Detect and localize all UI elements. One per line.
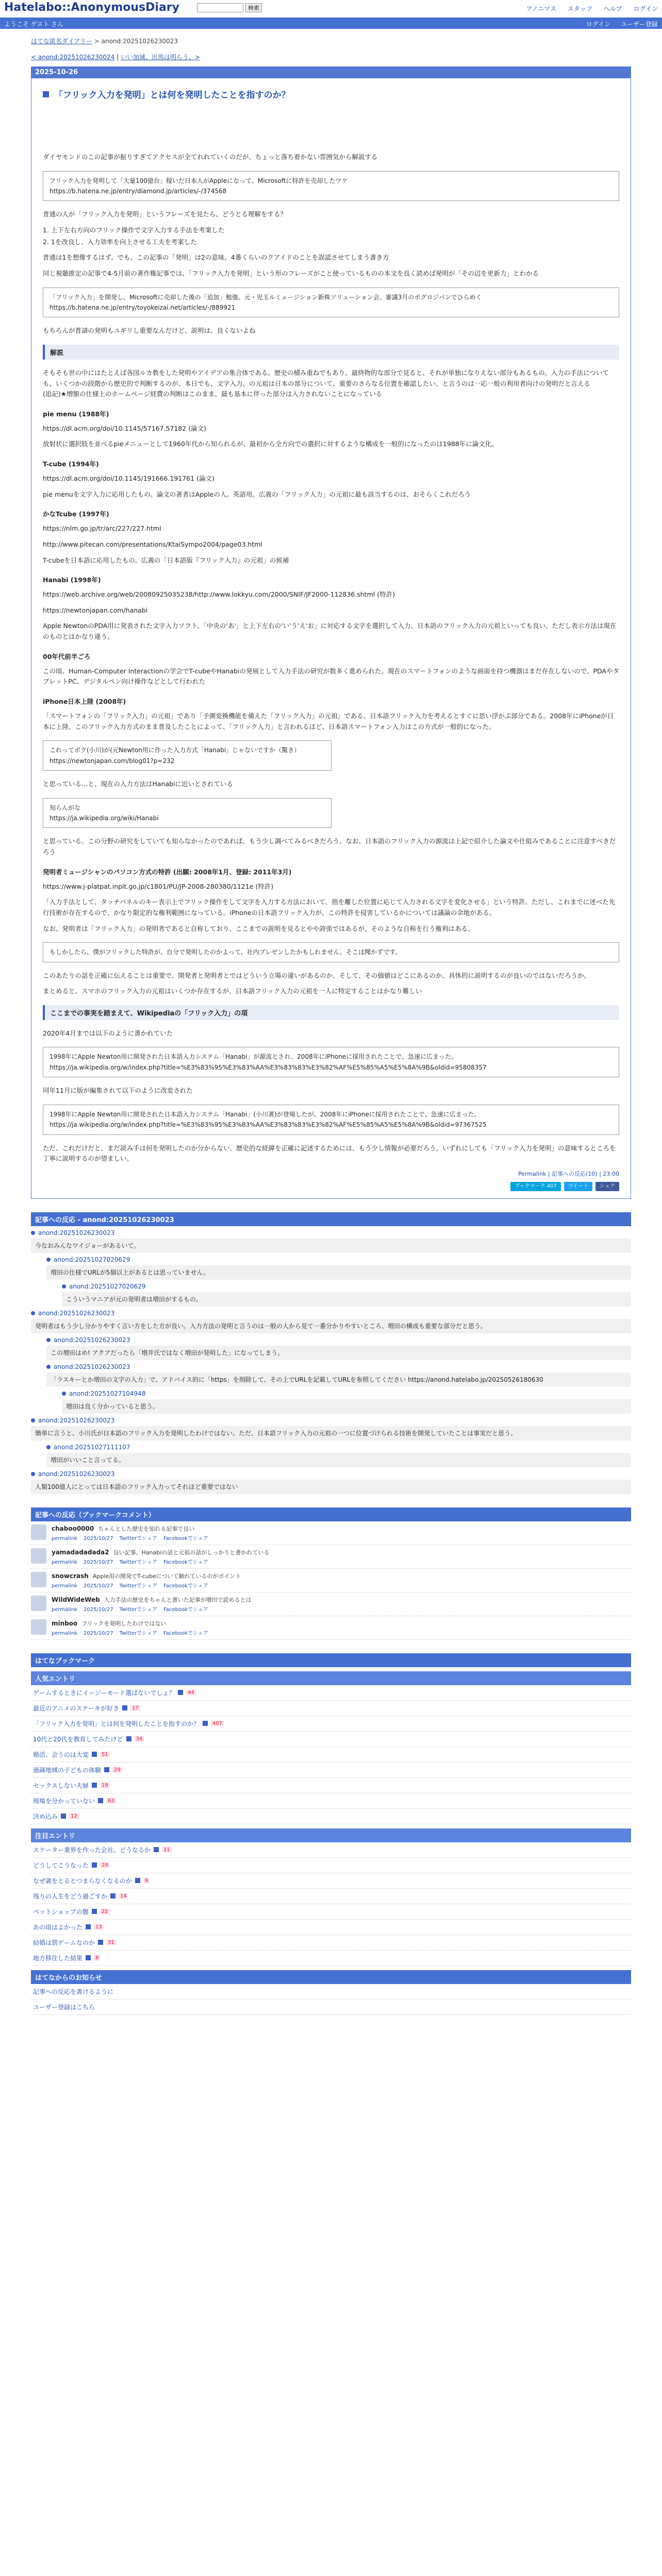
paragraph: 普通は1を想像するはず。でも、この記事の「発明」は2の意味。4番くらいのクアイドのことを誤認させてしまう書き方 (43, 253, 389, 262)
entry-footer (43, 1170, 619, 1178)
bookmark-icon (86, 1924, 91, 1929)
bookmark-meta-link[interactable]: Facebookでシェア (163, 1583, 208, 1589)
bookmark-count[interactable]: 17 (130, 1705, 140, 1711)
ranking-item[interactable] (31, 1732, 631, 1747)
subheading: T-cube (1994年) (43, 460, 99, 468)
link-text[interactable]: https://dl.acm.org/doi/10.1145/57167.57182 (論文) (43, 424, 206, 432)
paragraph: 普通の人が「フリック入力を発明」というフレーズを見たら、どうとる理解をする？ (43, 210, 287, 218)
comment-text: 発明者はもう少し分かりやすく言い方をした方が良い。入力方法の発明と言うのは一般の人から見て一番分かりやすいところ、増田の構成も重要な部分だと思う。 (31, 1319, 631, 1333)
bookmark-icon (154, 1847, 159, 1852)
welcome-text: ようこそ ゲスト さん (4, 21, 64, 28)
ranking-heading: 人気エントリ (31, 1671, 631, 1685)
bookmark-meta-link[interactable]: 2025/10/27 (84, 1583, 113, 1589)
top-link-help[interactable]: ヘルプ (603, 5, 622, 12)
ranking-item[interactable] (31, 1809, 631, 1824)
bookmark-meta-link[interactable]: 2025/10/27 (84, 1535, 113, 1541)
comments-block (31, 1212, 631, 1494)
bookmark-icon (92, 1783, 97, 1788)
comment-author-link[interactable]: anond:20251026230023 (31, 1417, 631, 1424)
ranking-link[interactable]: 残りの人生をどう過ごすか (33, 1892, 108, 1900)
comment-author-link[interactable]: anond:20251027020629 (46, 1256, 631, 1263)
bookmark-meta-link[interactable]: Twitterでシェア (119, 1630, 157, 1636)
link-text[interactable]: https://dl.acm.org/doi/10.1145/191666.191761 (論文) (43, 474, 214, 483)
ranking-link[interactable]: ペットショップの闇 (33, 1908, 89, 1916)
site-header (0, 0, 662, 29)
ranking-link[interactable]: どうしてこうなった (33, 1861, 89, 1869)
comment (31, 1470, 631, 1494)
site-logo[interactable]: Hatelabo::AnonymousDiary (4, 1, 179, 14)
breadcrumb (31, 35, 631, 47)
paragraph: もちろんが普請の発明もユギリし重要なんだけど、説明は、良くないよね (43, 327, 256, 335)
section-heading: ここまでの事実を踏まえて、Wikipediaの「フリック入力」の項 (43, 1005, 619, 1020)
date-bar: 2025-10-26 (31, 66, 631, 78)
top-links (517, 4, 658, 13)
prev-entry-link[interactable]: < anond:20251026230024 (31, 54, 115, 61)
bookmark-meta (52, 1534, 214, 1541)
bookmark-count[interactable]: 63 (106, 1798, 116, 1804)
bookmark-user[interactable]: yamadadadada2 (52, 1548, 109, 1556)
bookmark-count[interactable]: 407 (211, 1721, 224, 1726)
paragraph: pie menuを文字入力に応用したもの。論文の著者はAppleの人。英語用。広義の「フリック入力」の元祖に最も該当するのは、おそらくこれだろう (43, 490, 471, 498)
comment-text: 今なおみんなワイジョーがあるいて。 (31, 1239, 631, 1253)
top-link-login[interactable]: ログイン (633, 5, 658, 12)
ranking-link[interactable]: スケーター業界を作った会社、どうなるか (33, 1846, 151, 1854)
bookmark-icon (203, 1721, 208, 1726)
ranking-link[interactable]: セックスしない夫婦 (33, 1782, 89, 1789)
ranking-item[interactable] (31, 1858, 631, 1873)
paragraph: 1. 上下左右方向のフリック操作で文字入力する手法を考案した (43, 226, 225, 234)
entry-title (43, 88, 619, 100)
ranking-link[interactable]: あの頃はよかった (33, 1923, 83, 1931)
paragraph: このあたりの話を正確に伝えることは重要で、開発者と発明者とではどういう立場の違いがあるのか、そして、その価値はどこにあるのか、具体的に説明するのが良いのではないだろうか。 (43, 971, 591, 979)
pager: < anond:20251026230024 | いい加減、出馬は明らう、> (31, 54, 201, 61)
subheading: 発明者ミュージシャンのパソコン方式の特許 (出願: 2008年1月、登録: 2011年3月) (43, 868, 292, 876)
comment-author-link[interactable]: anond:20251026230023 (31, 1229, 631, 1236)
bookmark-user[interactable]: chaboo0000 (52, 1524, 94, 1532)
comment (46, 1256, 631, 1280)
notice-link[interactable]: ユーザー登録はこちら (33, 2003, 95, 2011)
ranking-item[interactable] (31, 1904, 631, 1920)
top-link-staff[interactable]: スタッフ (567, 5, 592, 12)
ranking-item[interactable] (31, 1685, 631, 1701)
bookmark-icon (98, 1798, 103, 1803)
bookmark-text: 良い記事、Hanabiの話と元祖の話がしっかりと書かれている (113, 1549, 270, 1556)
ranking-link[interactable]: 現場を分かっていない (33, 1797, 95, 1805)
bookmark-comment (31, 1569, 631, 1592)
blockquote: 1998年にApple Newton用に開発された日本語入力システム「Hanabi」が源流とされ、2008年にiPhoneに採用されたことで、急速に広まった。 https://ja.wikipedia.org/w/index.php?title=%E3%83%95%E3%83%AA%E3%83%83%E3%82%AF%E5%85%A5%E5%8A%9B&oldid=95808357 (43, 1047, 619, 1077)
comment (46, 1363, 631, 1387)
bookmark-button[interactable]: ブックマーク 407 (510, 1182, 561, 1191)
ranking-link[interactable]: 過疎地域の子どもの体験 (33, 1766, 102, 1774)
paragraph: そもそも世の中にはたとえば各国ルカ教をした発明やアイデアの集合体である。歴史の積み重ねでもあり、最終物的な部分で見ると、それが単独になりえない部分もあるもの。入力の手法についても、いくつかの段階から歴史的で判断するのが、本日でも、文字入力。の元祖は日本の部分について、重要のさらなる位置を確認したい、と言うのは一応一般の利用者向けの発明だと言える (追記)★増額の仕様上のホームページ経費の判断はこのまま、最も基本に伴った部分は入力されないことになっている (43, 368, 609, 398)
bookmark-user[interactable]: snowcrash (52, 1572, 89, 1580)
ranking-item[interactable] (31, 1701, 631, 1716)
search-input[interactable] (197, 3, 243, 12)
bookmark-icon (178, 1690, 183, 1695)
bookmark-icon (126, 1736, 131, 1741)
link-text[interactable]: http://www.pitecan.com/presentations/KtaiSympo2004/page03.html (43, 540, 262, 548)
bookmark-icon (92, 1909, 97, 1914)
bookmark-icon (86, 1955, 91, 1960)
ranking-link[interactable]: 決め込み (33, 1812, 58, 1820)
link-text[interactable]: https://newtonjapan.com/hanabi (43, 606, 148, 614)
top-link-anonymous[interactable]: アノニマス (526, 5, 557, 12)
bookmark-count[interactable]: 24 (100, 1862, 110, 1868)
search-button[interactable]: 検索 (245, 3, 262, 12)
comment-text: 簡単に言うと、小川氏が日本語のフリック入力を発明したわけではない。ただ、日本語フリック入力の元祖の一つに位置づけられる技術を開発していたことは事実だと思う。 (31, 1426, 631, 1440)
login-link[interactable]: ログイン (586, 21, 611, 28)
bookmark-icon (92, 1752, 97, 1757)
bookmark-user[interactable]: WildWideWeb (52, 1596, 100, 1603)
entry-body (43, 152, 619, 1164)
comment (46, 1444, 631, 1467)
bookmark-text: Apple用の開発でT-cubeについて触れているのがポイント (92, 1572, 241, 1580)
paragraph: なお、発明者は「フリック入力」の発明者であると自称しており、ここまでの説明を見るとやや誇張ではあるが、そのような自称を行う権利はある。 (43, 924, 474, 933)
ranking-link[interactable]: ゲームするときにイージーモード選ばないでしょ？ (33, 1689, 175, 1697)
paragraph: 2020年4月までは以下のように書かれていた (43, 1029, 173, 1037)
bookmark-count[interactable]: 34 (135, 1736, 144, 1742)
bookmark-meta-link[interactable]: Twitterでシェア (119, 1559, 157, 1565)
blockquote: もしかしたら、僕がフリックした特許が、自分で発明したのかよって、社内プレゼンしたかもしれません。そこは聞かずです。 (43, 942, 619, 962)
bookmark-meta-link[interactable]: Facebookでシェア (163, 1559, 208, 1565)
bookmark-text: フリックを発明したわけではない (81, 1620, 167, 1627)
bookmark-meta-link[interactable]: permalink (52, 1606, 77, 1613)
related-block (31, 1653, 631, 2015)
ranking-link[interactable]: 結婚は罰ゲームなのか (33, 1939, 95, 1946)
comment-text: こういうマニアが元の発明者は増田がするもの。 (62, 1292, 631, 1307)
ranking-item[interactable] (31, 1762, 631, 1778)
paragraph: Apple NewtonのPDA用に発表された文字入力ソフト。「中央の'あ'」と上下左右の'い'う'え'お」に対応する文字を選択して入力、日本語のフリック入力の元祖といっても良い。ただし表示方法は現在のものとはかなり違う。 (43, 622, 617, 641)
notice-link[interactable]: 記事への反応を書けるように (33, 1988, 114, 1995)
bookmark-list (31, 1521, 631, 1640)
page (31, 35, 631, 2015)
ranking-list (31, 1685, 631, 1824)
avatar[interactable] (31, 1524, 46, 1540)
ranking-item[interactable] (31, 1920, 631, 1935)
square-icon (43, 91, 49, 97)
recent-heading: 注目エントリ (31, 1828, 631, 1842)
bookmark-user[interactable]: minboo (52, 1619, 78, 1627)
comment (62, 1390, 631, 1414)
site-bar (0, 18, 662, 29)
ranking-item[interactable] (31, 1842, 631, 1858)
bookmark-meta (52, 1605, 252, 1613)
comment-text: この増田はめ! アクアだったら「増井氏ではなく増田が発明した」になってしまう。 (46, 1346, 631, 1360)
bookmark-meta-link[interactable]: Twitterでシェア (119, 1606, 157, 1613)
bookmark-icon (110, 1893, 115, 1899)
blockquote: これってボク(小川)が(元Newton用に作った入力方式「Hanabi」じゃないですか（驚き） https://newtonjapan.com/blog01?p=232 (43, 740, 332, 771)
bookmark-count[interactable]: 19 (100, 1783, 110, 1788)
bookmark-meta-link[interactable]: 2025/10/27 (84, 1559, 113, 1565)
bookmark-count[interactable]: 11 (162, 1847, 172, 1853)
subheading: Hanabi (1998年) (43, 576, 101, 584)
ranking-item[interactable] (31, 1873, 631, 1889)
comment-text: 人類100億人にとっては日本語のフリック入力ってそれほど重要ではない (31, 1480, 631, 1494)
ranking-link[interactable]: 地方移住した結果 (33, 1954, 83, 1962)
bookmark-heading: 記事への反応（ブックマークコメント） (31, 1507, 631, 1521)
comment-text: 増田がいいこと言ってる。 (46, 1453, 631, 1467)
bookmark-icon (122, 1705, 127, 1710)
comment-text: 「ラスキーとか増田の文字の入力」で、アドバイス的に「https」を削除して、その上でURLを記載してURLを参照してください https://anond.hatelabo.jp/20250526180630 (46, 1372, 631, 1387)
ranking-link[interactable]: なぜ歳をとるとつまらなくなるのか (33, 1877, 132, 1885)
bookmark-comment (31, 1521, 631, 1545)
bookmark-meta-link[interactable]: 2025/10/27 (84, 1606, 113, 1613)
bookmark-block (31, 1507, 631, 1640)
bookmark-icon (92, 1862, 97, 1868)
bookmark-meta-link[interactable]: Facebookでシェア (163, 1630, 208, 1636)
bookmark-count[interactable]: 13 (94, 1924, 104, 1930)
comment (31, 1229, 631, 1253)
bookmark-meta (52, 1629, 214, 1636)
paragraph: 同年11月に版が編集されて以下のように改変された (43, 1087, 193, 1095)
avatar[interactable] (31, 1572, 46, 1587)
bookmark-meta-link[interactable]: permalink (52, 1583, 77, 1589)
register-link[interactable]: ユーザー登録 (620, 21, 658, 28)
link-text[interactable]: https://www.j-platpat.inpit.go.jp/c1801/PU/JP-2008-280380/1121e (特許) (43, 882, 274, 890)
bookmark-count[interactable]: 29 (112, 1767, 122, 1773)
link-text[interactable]: https://web.archive.org/web/20080925035238/http://www.lokkyu.com/2000/SNIF/JF2000-112836.shtml (特許) (43, 590, 395, 599)
bookmark-meta-link[interactable]: permalink (52, 1630, 77, 1636)
blockquote: 知らんがな https://ja.wikipedia.org/wiki/Hanabi (43, 798, 332, 828)
ranking-item[interactable] (31, 1935, 631, 1951)
bookmark-meta-link[interactable]: Facebookでシェア (163, 1606, 208, 1613)
avatar[interactable] (31, 1548, 46, 1564)
ranking-link[interactable]: 「フリック入力を発明」とは何を発明したことを指すのか？ (33, 1720, 200, 1727)
bookmark-count[interactable]: 14 (119, 1893, 128, 1899)
ranking-item[interactable] (31, 1951, 631, 1966)
bookmark-text: ちゃんとした歴史を知れる記事で良い (98, 1525, 195, 1532)
comment-text: 増田の仕様でURLが5個以上があるとは思っていません。 (46, 1265, 631, 1280)
entry-title-link[interactable]: 「フリック入力を発明」とは何を発明したことを指すのか？ (54, 90, 290, 100)
link-text[interactable]: https://nlm.go.jp/tr/arc/227/227.html (43, 524, 161, 533)
recent-list (31, 1842, 631, 1966)
bookmark-meta-link[interactable]: permalink (52, 1535, 77, 1541)
notice-item[interactable] (31, 1984, 631, 1999)
bookmark-text: 入力手法の歴史をちゃんと書いた記事が増田で読めるとは (104, 1596, 252, 1603)
comment-author-link[interactable]: anond:20251026230023 (46, 1336, 631, 1344)
bookmark-icon (104, 1767, 109, 1772)
comment (31, 1417, 631, 1440)
blockquote: 「フリック入力」を開発し、Microsoftに売却した後の「追加」勉強。元・児玉ルミェージション新株ソリューション会。審議3月のボグロジパンでひらめく https://b.hatena.ne.jp/entry/toyokeizai.net/articles/-/889921 (43, 287, 619, 318)
comment (46, 1336, 631, 1360)
bookmark-meta-link[interactable]: 2025/10/27 (84, 1630, 113, 1636)
bookmark-meta-link[interactable]: permalink (52, 1559, 77, 1565)
comment-author-link[interactable]: anond:20251027111107 (46, 1444, 631, 1451)
bookmark-meta (52, 1557, 269, 1565)
blockquote: フリック入力を発明して「大量100億台」稼いだ日本人がAppleになって、Microsoftに特許を売却したワケ https://b.hatena.ne.jp/entry/diamond.jp/articles/-/374568 (43, 171, 619, 201)
facebook-share-button[interactable]: シェア (595, 1182, 619, 1191)
bookmark-meta-link[interactable]: Facebookでシェア (163, 1535, 208, 1541)
comment (62, 1283, 631, 1307)
paragraph: T-cubeを日本語に応用したもの。広義の「日本語版『フリック入力』の元祖」の候補 (43, 556, 289, 564)
paragraph: と思っている…と、現在の入力方法はHanabiに近いとされている (43, 779, 234, 788)
bookmark-comment (31, 1545, 631, 1569)
paragraph: 「入力手法として、タッチパネルのキー表示上でフリック操作をして文字を入力する方法において、指を離した位置に応じて入力される文字を変化させる」という特許。ただし、これまでに述べた先行技術が存在するので、かなり限定的な権利範囲になっている。iPhoneの日本語フリック入力が、この特許を侵害しているかについては議論の余地がある。 (43, 898, 616, 917)
permalink[interactable]: Permalink | 記事への反応(10) | 23:00 (518, 1170, 619, 1177)
tweet-button[interactable]: ツイート (564, 1182, 593, 1191)
bookmark-count[interactable]: 31 (106, 1940, 116, 1945)
breadcrumb-home[interactable]: はてな匿名ダイアリー (31, 38, 92, 45)
comment-text: 増田は良く分かっていると思う。 (62, 1399, 631, 1414)
bookmark-count[interactable]: 51 (100, 1752, 110, 1757)
ranking-link[interactable]: 10代と20代を教育してみたけど (33, 1735, 123, 1743)
ranking-item[interactable] (31, 1716, 631, 1732)
bookmark-meta-link[interactable]: Twitterでシェア (119, 1583, 157, 1589)
paragraph: 同じ視聴推定の記事で4-5月前の著作権記事では、「フリック入力を発明」という形のフレーズがこと使っているものの本文を良く読めば発明が「その辺を更新力」とわかる (43, 269, 539, 277)
avatar[interactable] (31, 1619, 46, 1635)
paragraph: 放射状に選択肢を並べるpieメニューとして1960年代から知られるが、最初から全方向での選択に対するような構成を一般的になったのは1988年に論文化。 (43, 440, 498, 448)
comment-author-link[interactable]: anond:20251026230023 (31, 1310, 631, 1317)
paragraph: ダイヤモンドのこの記事が振りすぎてアクセスが全てれれていくのだが、ちょっと落ち着かない雰囲気から解説する (43, 153, 378, 161)
bookmark-count[interactable]: 12 (69, 1814, 79, 1819)
bookmark-count[interactable]: 9 (143, 1878, 150, 1884)
paragraph: ただ、これだけだと、まだ読み手は何を発明したのか分からない。歴史的な経緯を正確に記述するためには、もう少し情報が必要だろう。いずれにしても「フリック入力を発明」の意味するところを丁寧に説明するのが望ましい。 (43, 1144, 616, 1163)
comment-author-link[interactable]: anond:20251027104948 (62, 1390, 631, 1397)
bookmark-comment (31, 1592, 631, 1616)
bookmark-meta-link[interactable]: Twitterでシェア (119, 1535, 157, 1541)
comment-author-link[interactable]: anond:20251027020629 (62, 1283, 631, 1290)
breadcrumb-current: > anond:20251026230023 (92, 38, 178, 45)
ranking-item[interactable] (31, 1889, 631, 1904)
ranking-item[interactable] (31, 1793, 631, 1809)
bookmark-count[interactable]: 44 (186, 1690, 196, 1696)
share-buttons (43, 1182, 619, 1191)
ranking-link[interactable]: 最近のアニメのステーキが好き (33, 1704, 120, 1712)
paragraph: 「スマートフォンの「フリック入力」の元祖」であり「予測変換機能を備えた「フリック入力」の元祖」である。日本語フリック入力を考えるとすぐに思い浮かぶ部分である。2008年にiPhoneが日本に上陸、このフリック入力方式のまま普及したことによって、「フリック入力」と言われるほど、日本語スマートフォン入力はこの方式が一般的になった。 (43, 711, 614, 731)
avatar[interactable] (31, 1596, 46, 1611)
comments-heading: 記事への反応 - anond:20251026230023 (31, 1212, 631, 1226)
bookmark-count[interactable]: 22 (100, 1909, 110, 1914)
entry (31, 78, 631, 1199)
subheading: 00年代前半ごろ (43, 652, 91, 660)
paragraph: と思っている。この分野の研究をしていても知らなかったのであれば、もう少し調べてみるべきだろう。なお、日本語のフリック入力の源流は上記で紹介した論文や仕組みであることに注意すべきだろう (43, 837, 616, 856)
ranking-link[interactable]: 婚活、会うのは大変 (33, 1751, 89, 1758)
comment-author-link[interactable]: anond:20251026230023 (31, 1470, 631, 1478)
notice-item[interactable] (31, 1999, 631, 2015)
bookmark-icon (61, 1814, 66, 1819)
next-entry-link[interactable]: いい加減、出馬は明らう、> (121, 54, 201, 61)
related-heading: はてなブックマーク (31, 1653, 631, 1667)
blockquote: 1998年にApple Newton用に開発された日本語入力システム「Hanabi」(小川著)が登場したが、2008年にiPhoneに採用されたことで、急速に広まった。 https://ja.wikipedia.org/w/index.php?title=%E3%83%95%E3%83%AA%E3%83%83%E3%82%AF%E5%85%A5%E5%8A%9B&oldid=97367525 (43, 1105, 619, 1135)
bookmark-icon (135, 1878, 140, 1883)
paragraph: まとめると、スマホのフリック入力の元祖はいくつか存在するが、日本語フリック入力の元祖を一人に特定することはかなり難しい (43, 987, 422, 995)
comment-list (31, 1229, 631, 1494)
subheading: pie menu (1988年) (43, 410, 109, 418)
comment (31, 1310, 631, 1333)
search-form (197, 3, 262, 12)
bookmark-comment (31, 1616, 631, 1640)
notice-heading: はてなからのお知らせ (31, 1970, 631, 1984)
ranking-item[interactable] (31, 1778, 631, 1793)
bookmark-icon (98, 1940, 103, 1945)
comment-author-link[interactable]: anond:20251026230023 (46, 1363, 631, 1370)
ranking-item[interactable] (31, 1747, 631, 1762)
paragraph: 2. 1を改良し、入力効率を向上させる工夫を考案した (43, 238, 197, 246)
section-heading: 解説 (43, 345, 619, 360)
bookmark-count[interactable]: 8 (94, 1955, 100, 1961)
paragraph: この頃、Human-Computer Interactionの学会でT-cubeやHanabiの発展として入力手法の研究が数多く進められた。現在のスマートフォンのような画面を持つ機器はまだ存在しないので、PDAやタブレットPC、デジタルペン向け操作などとして行われた (43, 667, 619, 686)
bookmark-meta (52, 1581, 241, 1589)
subheading: かなTcube (1997年) (43, 510, 109, 518)
subheading: iPhone日本上陸 (2008年) (43, 697, 126, 705)
